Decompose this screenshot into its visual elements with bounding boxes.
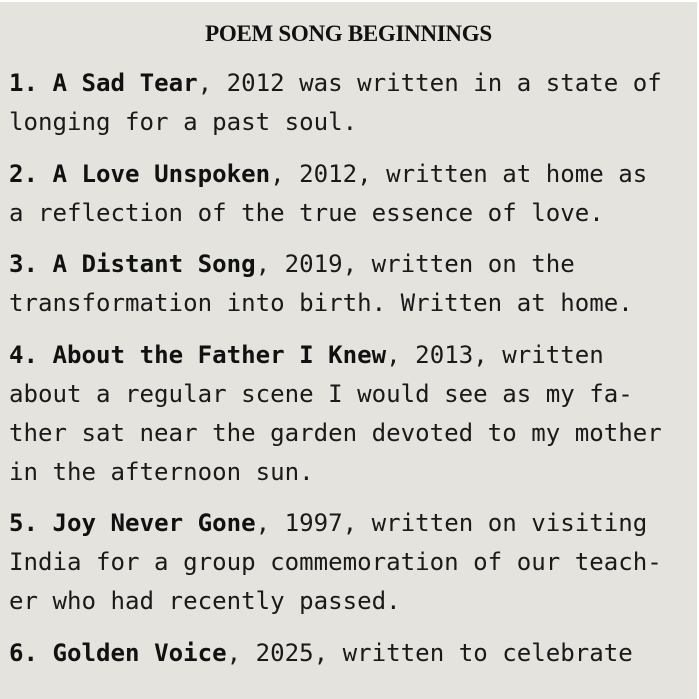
entry-detail: , 2012 was written in a state of [197, 69, 662, 97]
entry-line: India for a group commemoration of our teach- [9, 548, 662, 576]
entry-title: Joy Never Gone [52, 509, 256, 537]
page-title: POEM SONG BEGINNINGS [205, 21, 492, 46]
entry-line: a reflection of the true essence of love. [9, 198, 604, 227]
poem-entry-3 [9, 245, 697, 323]
entry-first-line [9, 245, 697, 284]
entry-line: er who had recently passed. [9, 587, 401, 615]
poem-entry-2 [9, 155, 697, 233]
entry-title: A Love Unspoken [52, 159, 271, 188]
entry-first-line [9, 634, 697, 673]
entry-number: 4. [9, 340, 39, 369]
entry-number: 3. [9, 250, 39, 278]
poem-list [9, 64, 697, 685]
entry-detail: , 2013, written [386, 340, 604, 369]
poem-entry-4 [9, 336, 697, 492]
entry-detail: , 1997, written on visiting [255, 509, 648, 537]
entry-title: A Sad Tear [52, 69, 198, 97]
poem-entry-5 [9, 504, 697, 621]
poem-entry-6 [9, 634, 697, 673]
entry-line: ther sat near the garden devoted to my mother [9, 418, 662, 447]
entry-detail: , 2025, written to celebrate [226, 638, 633, 667]
entry-first-line [9, 64, 697, 103]
entry-number: 5. [9, 509, 39, 537]
document-page [0, 2, 697, 699]
entry-title: A Distant Song [52, 250, 256, 278]
entry-line: longing for a past soul. [9, 108, 358, 136]
entry-line: transformation into birth. Written at home. [9, 289, 633, 317]
entry-first-line [9, 504, 697, 543]
entry-title: Golden Voice [52, 638, 227, 667]
entry-detail: , 2012, written at home as [270, 159, 648, 188]
entry-detail: , 2019, written on the [255, 250, 575, 278]
entry-title: About the Father I Knew [52, 340, 387, 369]
entry-first-line [9, 336, 697, 375]
entry-number: 1. [9, 69, 39, 97]
entry-line: about a regular scene I would see as my fa- [9, 379, 633, 408]
poem-entry-1 [9, 64, 697, 142]
entry-first-line [9, 155, 697, 194]
entry-line: in the afternoon sun. [9, 457, 314, 486]
entry-number: 6. [9, 638, 39, 667]
entry-number: 2. [9, 159, 39, 188]
